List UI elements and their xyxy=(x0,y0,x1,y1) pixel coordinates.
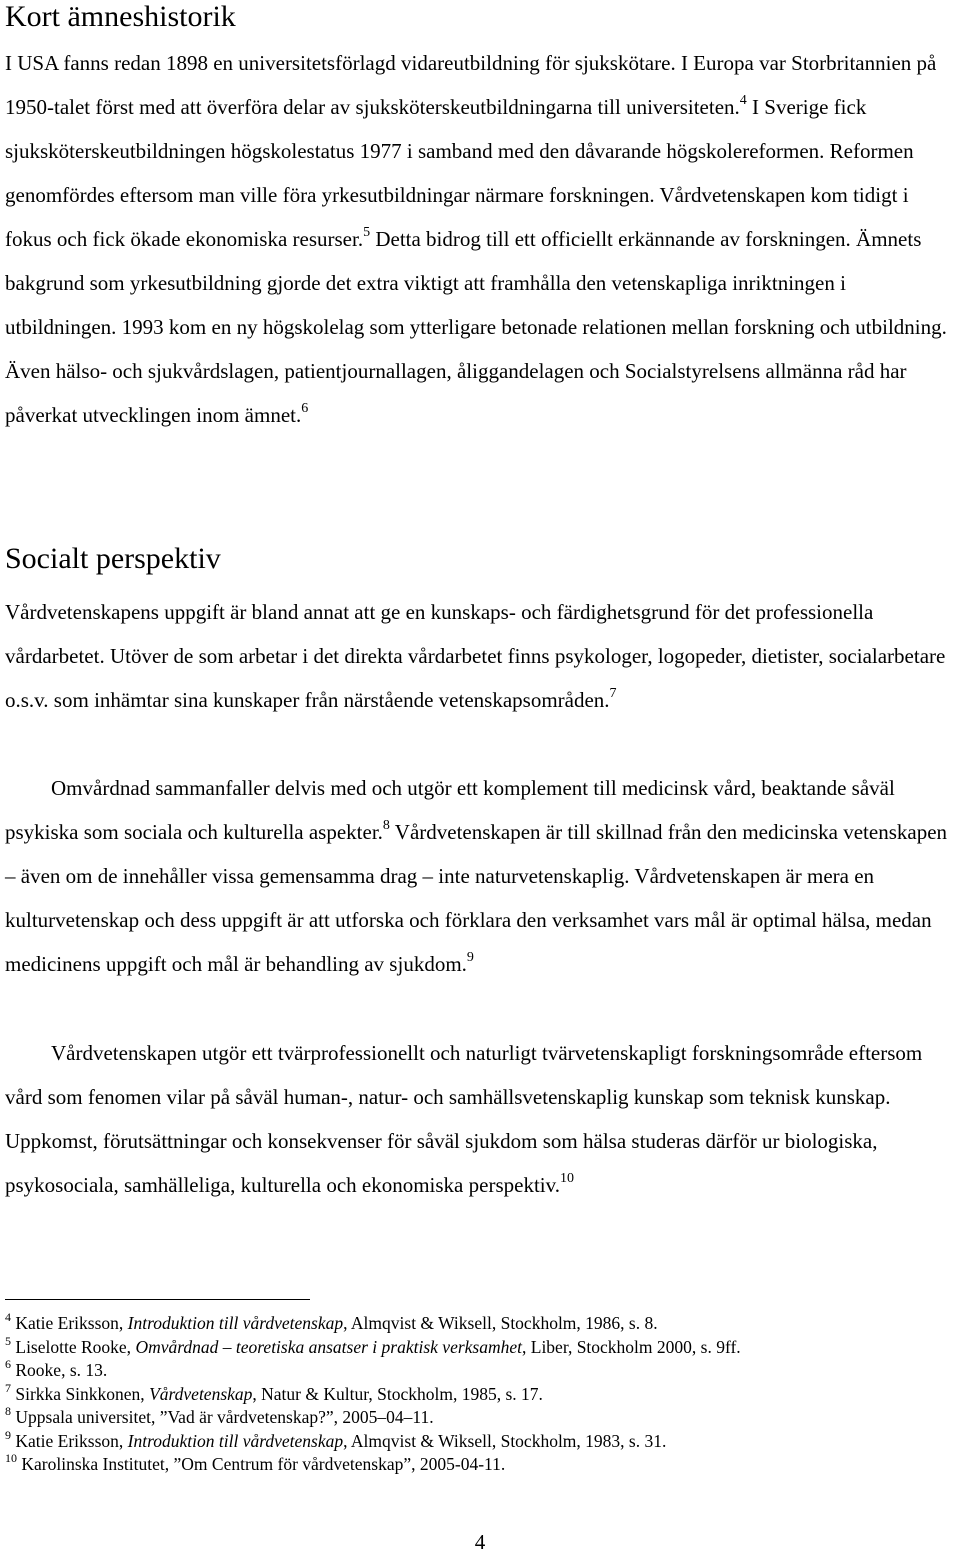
footnote-number: 6 xyxy=(5,1357,11,1372)
footnote-ref: 5 xyxy=(363,225,371,240)
footnote-ref: 9 xyxy=(466,950,474,965)
text: , Natur & Kultur, Stockholm, 1985, s. 17. xyxy=(252,1383,543,1404)
footnote-ref: 6 xyxy=(301,401,309,416)
text: Katie Eriksson, xyxy=(11,1430,128,1451)
text: I USA fanns redan 1898 en universitetsförlagd vidareutbildning för sjukskötare. I Europa var Storbritannien på 1950-talet först med att överföra delar av sjuksköterskeutbildningarna till universiteten. xyxy=(5,51,937,119)
footnote-9 xyxy=(5,1427,955,1454)
footnote-number: 7 xyxy=(5,1380,11,1395)
footnote-number: 9 xyxy=(5,1427,11,1442)
text: Vårdvetenskapen utgör ett tvärprofessionellt och naturligt tvärvetenskapligt forskningsområde eftersom vård som fenomen vilar på såväl human-, natur- och samhällsvetenskaplig kunskap som teknisk kunskap. Uppkomst, förutsättningar och konsekvenser för såväl sjukdom som hälsa studeras därför ur biologiska, psykosociala, samhälleliga, kulturella och ekonomiska perspektiv. xyxy=(5,1041,923,1197)
document-page xyxy=(5,0,955,1474)
title: Introduktion till vårdvetenskap xyxy=(127,1313,344,1333)
title: Omvårdnad – teoretiska ansatser i praktisk verksamhet xyxy=(135,1336,522,1357)
footnote-8 xyxy=(5,1406,955,1430)
text: Vårdvetenskapen är till skillnad från den medicinska vetenskapen – även om de innehåller vissa gemensamma drag – inte naturvetenskaplig. Vårdvetenskapen är mera en kulturvetenskap och dess uppgift är att utforska och förklara den verksamhet vars mål är optimal hälsa, medan medicinens uppgift och mål är behandling av sjukdom. xyxy=(5,820,948,976)
footnotes xyxy=(5,1312,955,1477)
text: Sirkka Sinkkonen, xyxy=(11,1383,150,1404)
footnote-ref: 4 xyxy=(739,93,747,108)
paragraph-history xyxy=(5,41,955,437)
text: Uppsala universitet, ”Vad är vårdvetenskap?”, 2005–04–11. xyxy=(11,1407,434,1427)
text: Omvårdnad sammanfaller delvis med och utgör ett komplement till medicinsk vård, beaktande såväl psykiska som sociala och kulturella aspekter. xyxy=(5,776,895,844)
text: , Almqvist & Wiksell, Stockholm, 1983, s. 31. xyxy=(343,1430,667,1451)
footnote-7 xyxy=(5,1380,955,1407)
footnote-number: 5 xyxy=(5,1333,11,1348)
paragraph-social-3 xyxy=(5,1031,955,1207)
footnote-4 xyxy=(5,1312,955,1336)
footnote-divider xyxy=(5,1299,310,1300)
footnote-ref: 8 xyxy=(382,818,390,833)
title: Vårdvetenskap xyxy=(149,1383,253,1404)
text: Liselotte Rooke, xyxy=(11,1336,136,1357)
text: Detta bidrog till ett officiellt erkännande av forskningen. Ämnets bakgrund som yrkesutbildning gjorde det extra viktigt att framhålla den vetenskapliga inriktningen i utbildningen. 1993 kom en ny högskolelag som ytterligare betonade relationen mellan forskning och utbildning. Även hälso- och sjukvårdslagen, patientjournallagen, åliggandelagen och Socialstyrelsens allmänna råd har påverkat utvecklingen inom ämnet. xyxy=(5,227,947,427)
text: Karolinska Institutet, ”Om Centrum för vårdvetenskap”, 2005-04-11. xyxy=(17,1454,506,1474)
footnote-10 xyxy=(5,1453,955,1477)
footnote-number: 4 xyxy=(5,1310,11,1325)
footnote-number: 10 xyxy=(5,1451,17,1466)
section-heading-social: Socialt perspektiv xyxy=(5,542,221,575)
page-number: 4 xyxy=(474,1530,486,1554)
footnote-6 xyxy=(5,1359,955,1383)
text: , Almqvist & Wiksell, Stockholm, 1986, s. 8. xyxy=(343,1313,658,1333)
paragraph-social-1 xyxy=(5,590,955,722)
text: Rooke, s. 13. xyxy=(11,1360,108,1380)
title: Introduktion till vårdvetenskap xyxy=(127,1430,344,1451)
footnote-number: 8 xyxy=(5,1404,11,1419)
text: Katie Eriksson, xyxy=(11,1313,128,1333)
section-heading-history: Kort ämneshistorik xyxy=(5,0,236,33)
text: I Sverige fick sjuksköterskeutbildningen högskolestatus 1977 i samband med den dåvarande högskolereformen. Reformen genomfördes eftersom man ville föra yrkesutbildningar närmare forskningen. Vårdvetenskapen kom tidigt i fokus och fick ökade ekonomiska resurser. xyxy=(5,95,914,251)
footnote-5 xyxy=(5,1333,955,1360)
text: , Liber, Stockholm 2000, s. 9ff. xyxy=(522,1336,741,1357)
paragraph-social-2 xyxy=(5,766,955,986)
footnote-ref: 10 xyxy=(560,1171,574,1186)
footnote-ref: 7 xyxy=(609,686,617,701)
text: Vårdvetenskapens uppgift är bland annat att ge en kunskaps- och färdighetsgrund för det professionella vårdarbetet. Utöver de som arbetar i det direkta vårdarbetet finns psykologer, logopeder, dietister, socialarbetare o.s.v. som inhämtar sina kunskaper från närstående vetenskapsområden. xyxy=(5,600,946,712)
